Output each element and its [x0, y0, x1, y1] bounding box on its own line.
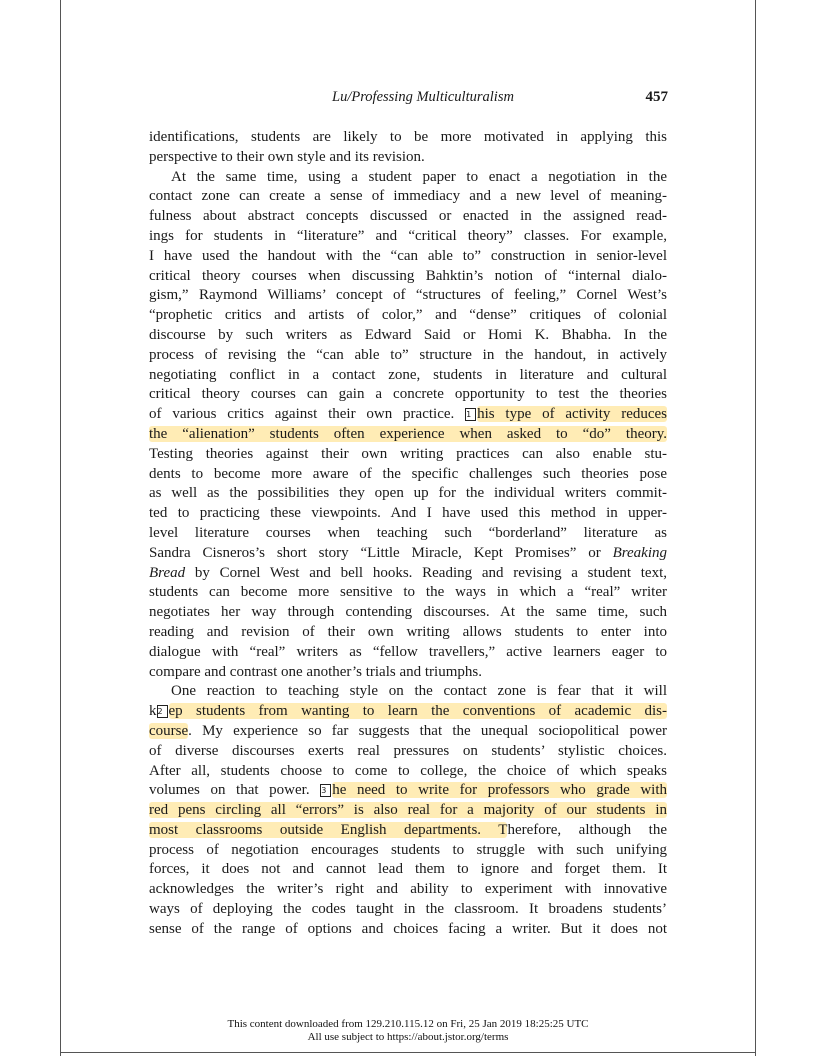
highlight[interactable]: most classrooms outside English departments. T	[149, 821, 508, 838]
text-line: most classrooms outside English departments. Therefore, although the	[149, 821, 667, 838]
text-line: reading and revision of their own writing allows students to enter into	[149, 623, 667, 640]
highlight[interactable]: red pens circling all “errors” is also real for a majority of our students in	[149, 802, 667, 819]
text-line: ways of deploying the codes taught in the classroom. It broadens students’	[149, 901, 667, 918]
download-info: This content downloaded from 129.210.115.12 on Fri, 25 Jan 2019 18:25:25 UTC	[227, 1018, 589, 1030]
text-line: ings for students in “literature” and “critical theory” classes. For example,	[149, 227, 667, 244]
highlight[interactable]: the “alienation” students often experience when asked to “do” theory.	[149, 425, 667, 442]
text-line	[149, 425, 667, 445]
text-line: “prophetic critics and artists of color,” and “dense” critiques of colonial	[149, 307, 667, 324]
text-line: negotiates her way through contending discourses. At the same time, such	[149, 604, 667, 621]
text-line: of diverse discourses exerts real pressures on students’ stylistic choices.	[149, 742, 667, 759]
text-line: discourse by such writers as Edward Said or Homi K. Bhabha. In the	[149, 326, 667, 343]
text-line: as well as the possibilities they open up for the individual writers commit-	[149, 485, 667, 502]
text-line: Bread by Cornel West and bell hooks. Reading and revising a student text,	[149, 564, 667, 581]
text-line: critical theory courses when discussing Bahktin’s notion of “internal dialo-	[149, 267, 667, 284]
text-line: level literature courses when teaching such “borderland” literature as	[149, 524, 667, 541]
text-line: At the same time, using a student paper to enact a negotiation in the	[171, 168, 667, 185]
text-line: volumes on that power. 3 he need to write for professors who grade with	[149, 782, 668, 799]
text-line: contact zone can create a sense of immediacy and a new level of meaning-	[149, 188, 667, 205]
highlight[interactable]: course	[149, 722, 189, 739]
running-head	[150, 89, 668, 109]
terms-link[interactable]: All use subject to https://about.jstor.org/terms	[307, 1031, 509, 1043]
text-line: fulness about abstract concepts discussed or enacted in the assigned read-	[149, 208, 667, 225]
text-line: critical theory courses can gain a concrete opportunity to test the theories	[149, 386, 667, 403]
body-text	[149, 128, 667, 940]
text-line: After all, students choose to come to college, the choice of which speaks	[149, 762, 667, 779]
highlight[interactable]: ep students from wanting to learn the conventions of academic dis-	[168, 703, 667, 720]
text-line: dialogue with “real” writers as “fellow travellers,” active learners eager to	[149, 643, 667, 660]
page-edge-bottom	[60, 1052, 756, 1053]
highlight[interactable]: he need to write for professors who grade with	[332, 782, 668, 799]
text-line: negotiating conflict in a contact zone, students in literature and cultural	[149, 366, 667, 383]
text-line: compare and contrast one another’s trials and triumphs.	[149, 663, 482, 680]
text-line: acknowledges the writer’s right and ability to experiment with innovative	[149, 881, 667, 898]
text-line: students can become more sensitive to the ways in which a “real” writer	[149, 584, 667, 601]
text-line: k2 ep students from wanting to learn the conventions of academic dis-	[149, 703, 667, 720]
text-line: I have used the handout with the “can able to” construction in senior-level	[149, 247, 667, 264]
text-line: identifications, students are likely to be more motivated in applying this	[149, 129, 667, 145]
text-line: dents to become more aware of the specific challenges such theories pose	[149, 465, 667, 482]
text-line: process of negotiation encourages students to struggle with such unifying	[149, 841, 667, 858]
text-line: ted to practicing these viewpoints. And I have used this method in upper-	[149, 505, 667, 522]
text-line: Testing theories against their own writing practices can also enable stu-	[149, 445, 667, 462]
text-line: course. My experience so far suggests that the unequal sociopolitical power	[149, 722, 667, 739]
page-edge-left	[60, 0, 61, 1056]
annotation-marker-3[interactable]: 3	[320, 784, 331, 797]
page-edge-right	[755, 0, 756, 1056]
download-notice	[60, 1018, 756, 1044]
text-line: gism,” Raymond Williams’ concept of “structures of feeling,” Cornel West’s	[149, 287, 667, 304]
text-line: forces, it does not and cannot lead them to ignore and forget them. It	[149, 861, 667, 878]
text-line: of various critics against their own practice. 1 his type of activity reduces	[149, 406, 667, 423]
text-line	[149, 801, 667, 821]
annotation-marker-1[interactable]: 1	[465, 408, 476, 421]
text-line: One reaction to teaching style on the contact zone is fear that it will	[171, 683, 667, 700]
running-title: Lu/Professing Multiculturalism	[332, 89, 514, 105]
text-line: process of revising the “can able to” structure in the handout, in actively	[149, 346, 667, 363]
highlight[interactable]: his type of activity reduces	[477, 406, 667, 423]
text-line: sense of the range of options and choices facing a writer. But it does not	[149, 920, 667, 937]
text-line: Sandra Cisneros’s short story “Little Miracle, Kept Promises” or Breaking	[149, 544, 667, 561]
page-number: 457	[645, 89, 668, 105]
annotation-marker-2[interactable]: 2	[157, 705, 168, 718]
text-line: perspective to their own style and its revision.	[149, 148, 425, 165]
